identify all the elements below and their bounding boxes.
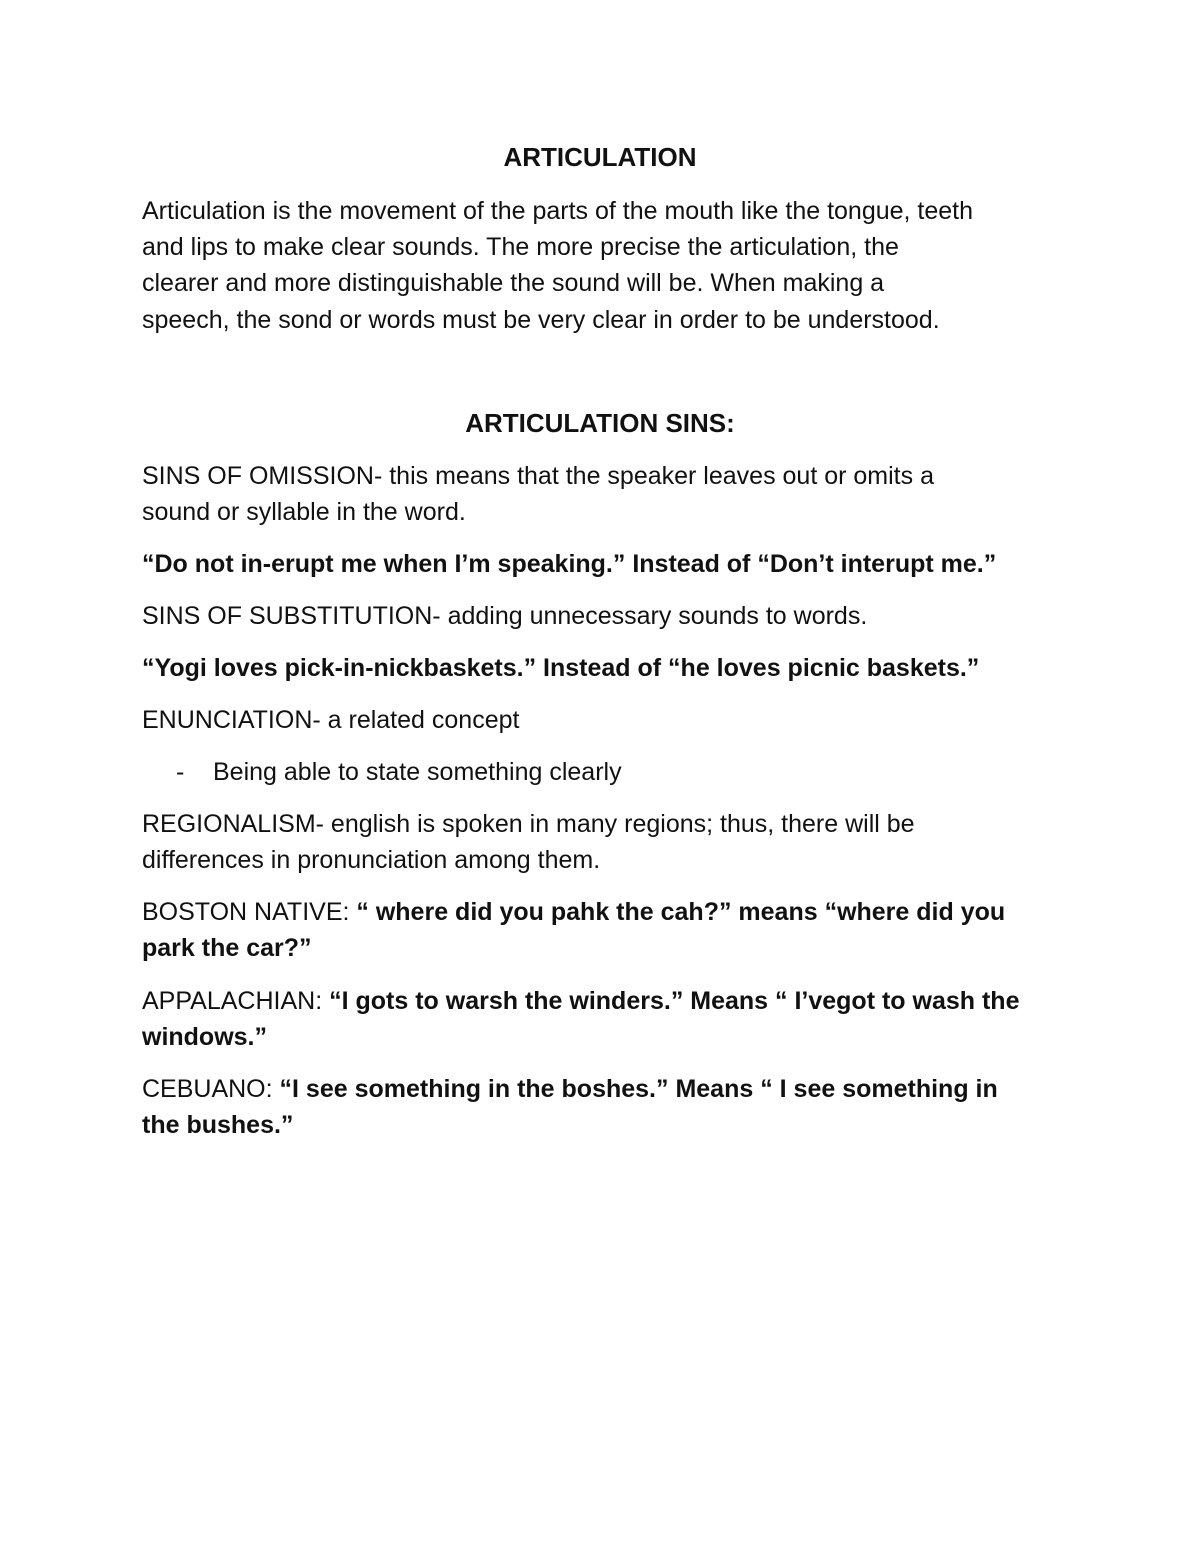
cebuano-label: CEBUANO: [142, 1075, 273, 1103]
appalachian-label: APPALACHIAN: [142, 987, 323, 1015]
sins-heading: ARTICULATION SINS: [465, 408, 735, 438]
regionalism-line: differences in pronunciation among them. [142, 846, 601, 874]
appalachian-example-line [142, 983, 1019, 1020]
boston-quote: “ where did you pahk the cah?” means “where did you [349, 898, 1006, 926]
regionalism-line: REGIONALISM- english is spoken in many regions; thus, there will be [142, 810, 915, 838]
appalachian-quote: “I gots to warsh the winders.” Means “ I’vegot to wash the [322, 987, 1020, 1015]
omission-definition-line: SINS OF OMISSION- this means that the speaker leaves out or omits a [142, 462, 934, 490]
cebuano-quote: “I see something in the boshes.” Means “ I see something in [272, 1075, 998, 1103]
intro-line: Articulation is the movement of the parts of the mouth like the tongue, teeth [142, 197, 974, 225]
cebuano-example-line [142, 1071, 998, 1108]
omission-example: “Do not in-erupt me when I’m speaking.” Instead of “Don’t interupt me.” [142, 550, 997, 578]
cebuano-example-line2: the bushes.” [142, 1111, 294, 1139]
omission-definition-line: sound or syllable in the word. [142, 498, 466, 526]
intro-line: speech, the sond or words must be very clear in order to be understood. [142, 306, 940, 334]
intro-line: clearer and more distinguishable the sound will be. When making a [142, 269, 885, 297]
substitution-definition: SINS OF SUBSTITUTION- adding unnecessary sounds to words. [142, 602, 868, 630]
intro-line: and lips to make clear sounds. The more precise the articulation, the [142, 233, 899, 261]
substitution-example: “Yogi loves pick-in-nickbaskets.” Instead of “he loves picnic baskets.” [142, 654, 980, 682]
enunciation-definition: ENUNCIATION- a related concept [142, 706, 520, 734]
enunciation-bullet: Being able to state something clearly [213, 758, 622, 786]
boston-example-line2: park the car?” [142, 934, 312, 962]
boston-label: BOSTON NATIVE: [142, 898, 350, 926]
boston-example-line [142, 894, 1005, 931]
bullet-dash: - [176, 758, 185, 786]
document-title: ARTICULATION [503, 142, 697, 172]
appalachian-example-line2: windows.” [142, 1023, 267, 1051]
